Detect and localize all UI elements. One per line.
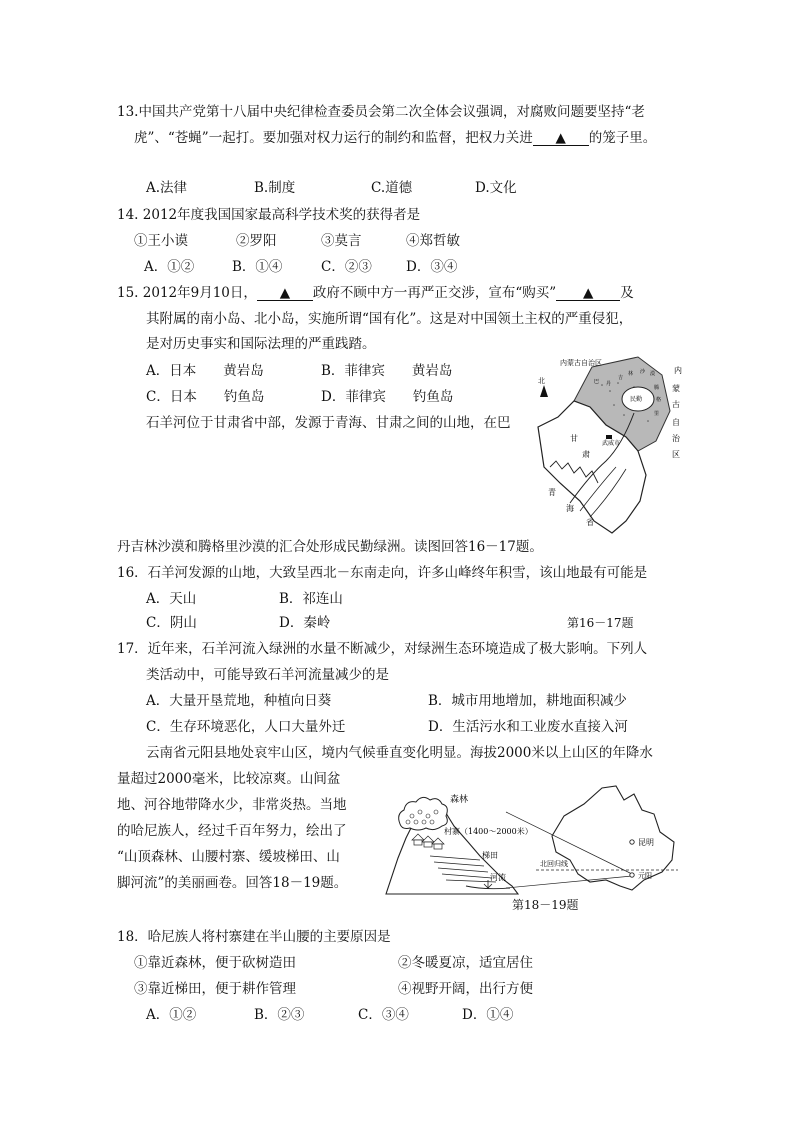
q18-option-b: B．②③ (254, 1007, 305, 1023)
map-label-lin: 林 (628, 371, 634, 377)
map-label-minqin: 民勤 (630, 396, 643, 403)
q13-stem-line1: 13.中国共产党第十八届中央纪律检查委员会第二次全体会议强调，对腐败问题要坚持“老 (117, 104, 645, 120)
q15-stem-line1 (117, 284, 634, 302)
yuanyang-terrace-map (384, 782, 679, 896)
north-label: 北 (538, 377, 545, 385)
map-label-hai: 海 (566, 504, 574, 513)
map-label-zhi: 治 (672, 434, 680, 443)
label-forest: 森林 (450, 795, 469, 805)
q18-intro-line3: 地、河谷地带降水少，非常炎热。当地 (117, 797, 347, 813)
q14-item-1: ①王小谟 (134, 233, 188, 249)
q18-option-a: A．①② (146, 1007, 197, 1023)
kunming-marker (630, 840, 634, 844)
q15-stem-line1-pre: 15. 2012年9月10日， (117, 285, 257, 301)
map-label-qu: 区 (672, 450, 680, 459)
q17-option-b: B．城市用地增加，耕地面积减少 (428, 693, 627, 709)
q15-option-d: D．菲律宾 钓鱼岛 (321, 389, 454, 405)
q15-option-a: A．日本 黄岩岛 (146, 363, 264, 379)
map-label-dan: 丹 (606, 381, 612, 387)
label-river: 河流 (490, 873, 506, 882)
label-terrace: 梯田 (482, 851, 498, 860)
label-yuanyang: 元阳 (638, 872, 652, 880)
q16-intro-line1: 石羊河位于甘肃省中部，发源于青海、甘肃之间的山地，在巴 (146, 415, 511, 431)
q18-intro-line6: 脚河流”的美丽画卷。回答18－19题。 (117, 875, 348, 891)
q18-item-2: ②冬暖夏凉，适宜居住 (398, 955, 533, 971)
q16-option-b: B．祁连山 (279, 591, 343, 607)
map-label-su: 肃 (582, 450, 590, 459)
q14-stem: 14. 2012年度我国国家最高科学技术奖的获得者是 (117, 207, 421, 223)
q15-answer-blank-2: ▲ (556, 286, 620, 301)
q17-stem-line2: 类活动中，可能导致石羊河流量减少的是 (146, 667, 389, 683)
q18-intro-line5: “山顶森林、山腰村寨、缓坡梯田、山 (117, 849, 340, 865)
q18-option-c: C．③④ (358, 1007, 409, 1023)
label-kunming: 昆明 (638, 838, 654, 847)
shiyang-river-map (530, 345, 682, 535)
north-arrow-icon (540, 385, 548, 397)
yunnan-province-outline (552, 786, 674, 890)
forest-cloud-symbol (399, 797, 448, 830)
label-village: 村寨（1400～2000米） (444, 827, 533, 836)
q18-item-4: ④视野开阔，出行方便 (398, 981, 533, 997)
map-label-wuwei: 武威市 (602, 440, 621, 447)
wuwei-city-marker (606, 435, 612, 439)
q14-option-d: D．③④ (406, 259, 458, 275)
q13-option-b: B.制度 (254, 180, 296, 196)
q13-option-c: C.道德 (371, 180, 413, 196)
q15-stem-line1-mid: 政府不顾中方一再严正交涉，宣布“购买” (312, 285, 557, 301)
map-label-sha: 沙 (640, 369, 646, 375)
q18-intro-line1: 云南省元阳县地处哀牢山区，境内气候垂直变化明显。海拔2000米以上山区的年降水 (146, 745, 653, 761)
q13-option-a: A.法律 (146, 180, 188, 196)
q16-option-c: C．阴山 (146, 615, 197, 631)
q18-item-3: ③靠近梯田，便于耕作管理 (134, 981, 296, 997)
q14-item-2: ②罗阳 (236, 233, 277, 249)
q17-option-d: D．生活污水和工业废水直接入河 (428, 719, 628, 735)
q18-intro-line4: 的哈尼族人，经过千百年努力，绘出了 (117, 823, 347, 839)
q17-stem-line1: 17．近年来，石羊河流入绿洲的水量不断减少，对绿洲生态环境造成了极大影响。下列人 (117, 641, 648, 657)
q16-intro-line2: 丹吉林沙漠和腾格里沙漠的汇合处形成民勤绿洲。读图回答16－17题。 (117, 539, 543, 555)
map-label-teng: 腾 (654, 385, 660, 391)
map-label-sheng: 省 (586, 518, 594, 527)
map-label-ge: 格 (656, 397, 662, 403)
q18-option-d: D．①④ (462, 1007, 514, 1023)
q18-intro-line2: 量超过2000毫米，比较凉爽。山间盆 (117, 771, 341, 787)
q16-stem: 16．石羊河发源的山地，大致呈西北－东南走向，许多山峰终年积雪，该山地最有可能是 (117, 565, 648, 581)
map-label-nei: 内 (674, 366, 682, 375)
map-label-meng: 蒙 (672, 384, 680, 393)
q14-option-a: A．①② (144, 259, 195, 275)
label-tropic: 北回归线 (540, 860, 568, 868)
q13-stem-line2-post: 的笼子里。 (588, 130, 657, 146)
map-label-inner-mongolia: 内蒙古自治区 (560, 359, 602, 367)
q18-item-1: ①靠近森林，便于砍树造田 (134, 955, 296, 971)
q14-option-b: B．①④ (232, 259, 283, 275)
map-label-ba: 巴 (594, 379, 600, 385)
q15-stem-line1-post: 及 (620, 285, 634, 301)
q14-option-c: C．②③ (321, 259, 372, 275)
q13-stem-line2 (134, 129, 656, 147)
q16-option-d: D．秦岭 (279, 615, 331, 631)
q15-option-b: B．菲律宾 黄岩岛 (321, 363, 453, 379)
map-label-li: 里 (654, 411, 660, 417)
q15-answer-blank-1: ▲ (257, 286, 313, 301)
q15-option-c: C．日本 钓鱼岛 (146, 389, 265, 405)
q17-option-c: C．生存环境恶化，人口大量外迁 (146, 719, 346, 735)
map-label-gu: 古 (672, 400, 680, 409)
map-label-gan: 甘 (570, 434, 578, 443)
q16-option-a: A．天山 (146, 591, 197, 607)
q13-option-d: D.文化 (475, 180, 517, 196)
q18-stem: 18．哈尼族人将村寨建在半山腰的主要原因是 (117, 929, 391, 945)
q15-stem-line3: 是对历史事实和国际法理的严重践踏。 (146, 336, 376, 352)
map-label-ji: 吉 (618, 375, 624, 381)
map18-caption: 第18－19题 (512, 898, 579, 912)
q14-item-4: ④郑哲敏 (406, 233, 460, 249)
q14-item-3: ③莫言 (321, 233, 362, 249)
q15-stem-line2: 其附属的南小岛、北小岛，实施所谓“国有化”。这是对中国领土主权的严重侵犯， (146, 311, 633, 327)
q13-stem-line2-pre: 虎”、“苍蝇”一起打。要加强对权力运行的制约和监督，把权力关进 (134, 130, 533, 146)
map16-caption: 第16－17题 (567, 616, 634, 630)
q13-answer-blank: ▲ (533, 131, 589, 146)
yuanyang-marker (630, 873, 634, 877)
map-label-zi: 自 (672, 418, 680, 427)
q17-option-a: A．大量开垦荒地，种植向日葵 (146, 693, 332, 709)
map-label-mo: 漠 (650, 371, 656, 377)
map-label-qing: 青 (548, 488, 556, 497)
